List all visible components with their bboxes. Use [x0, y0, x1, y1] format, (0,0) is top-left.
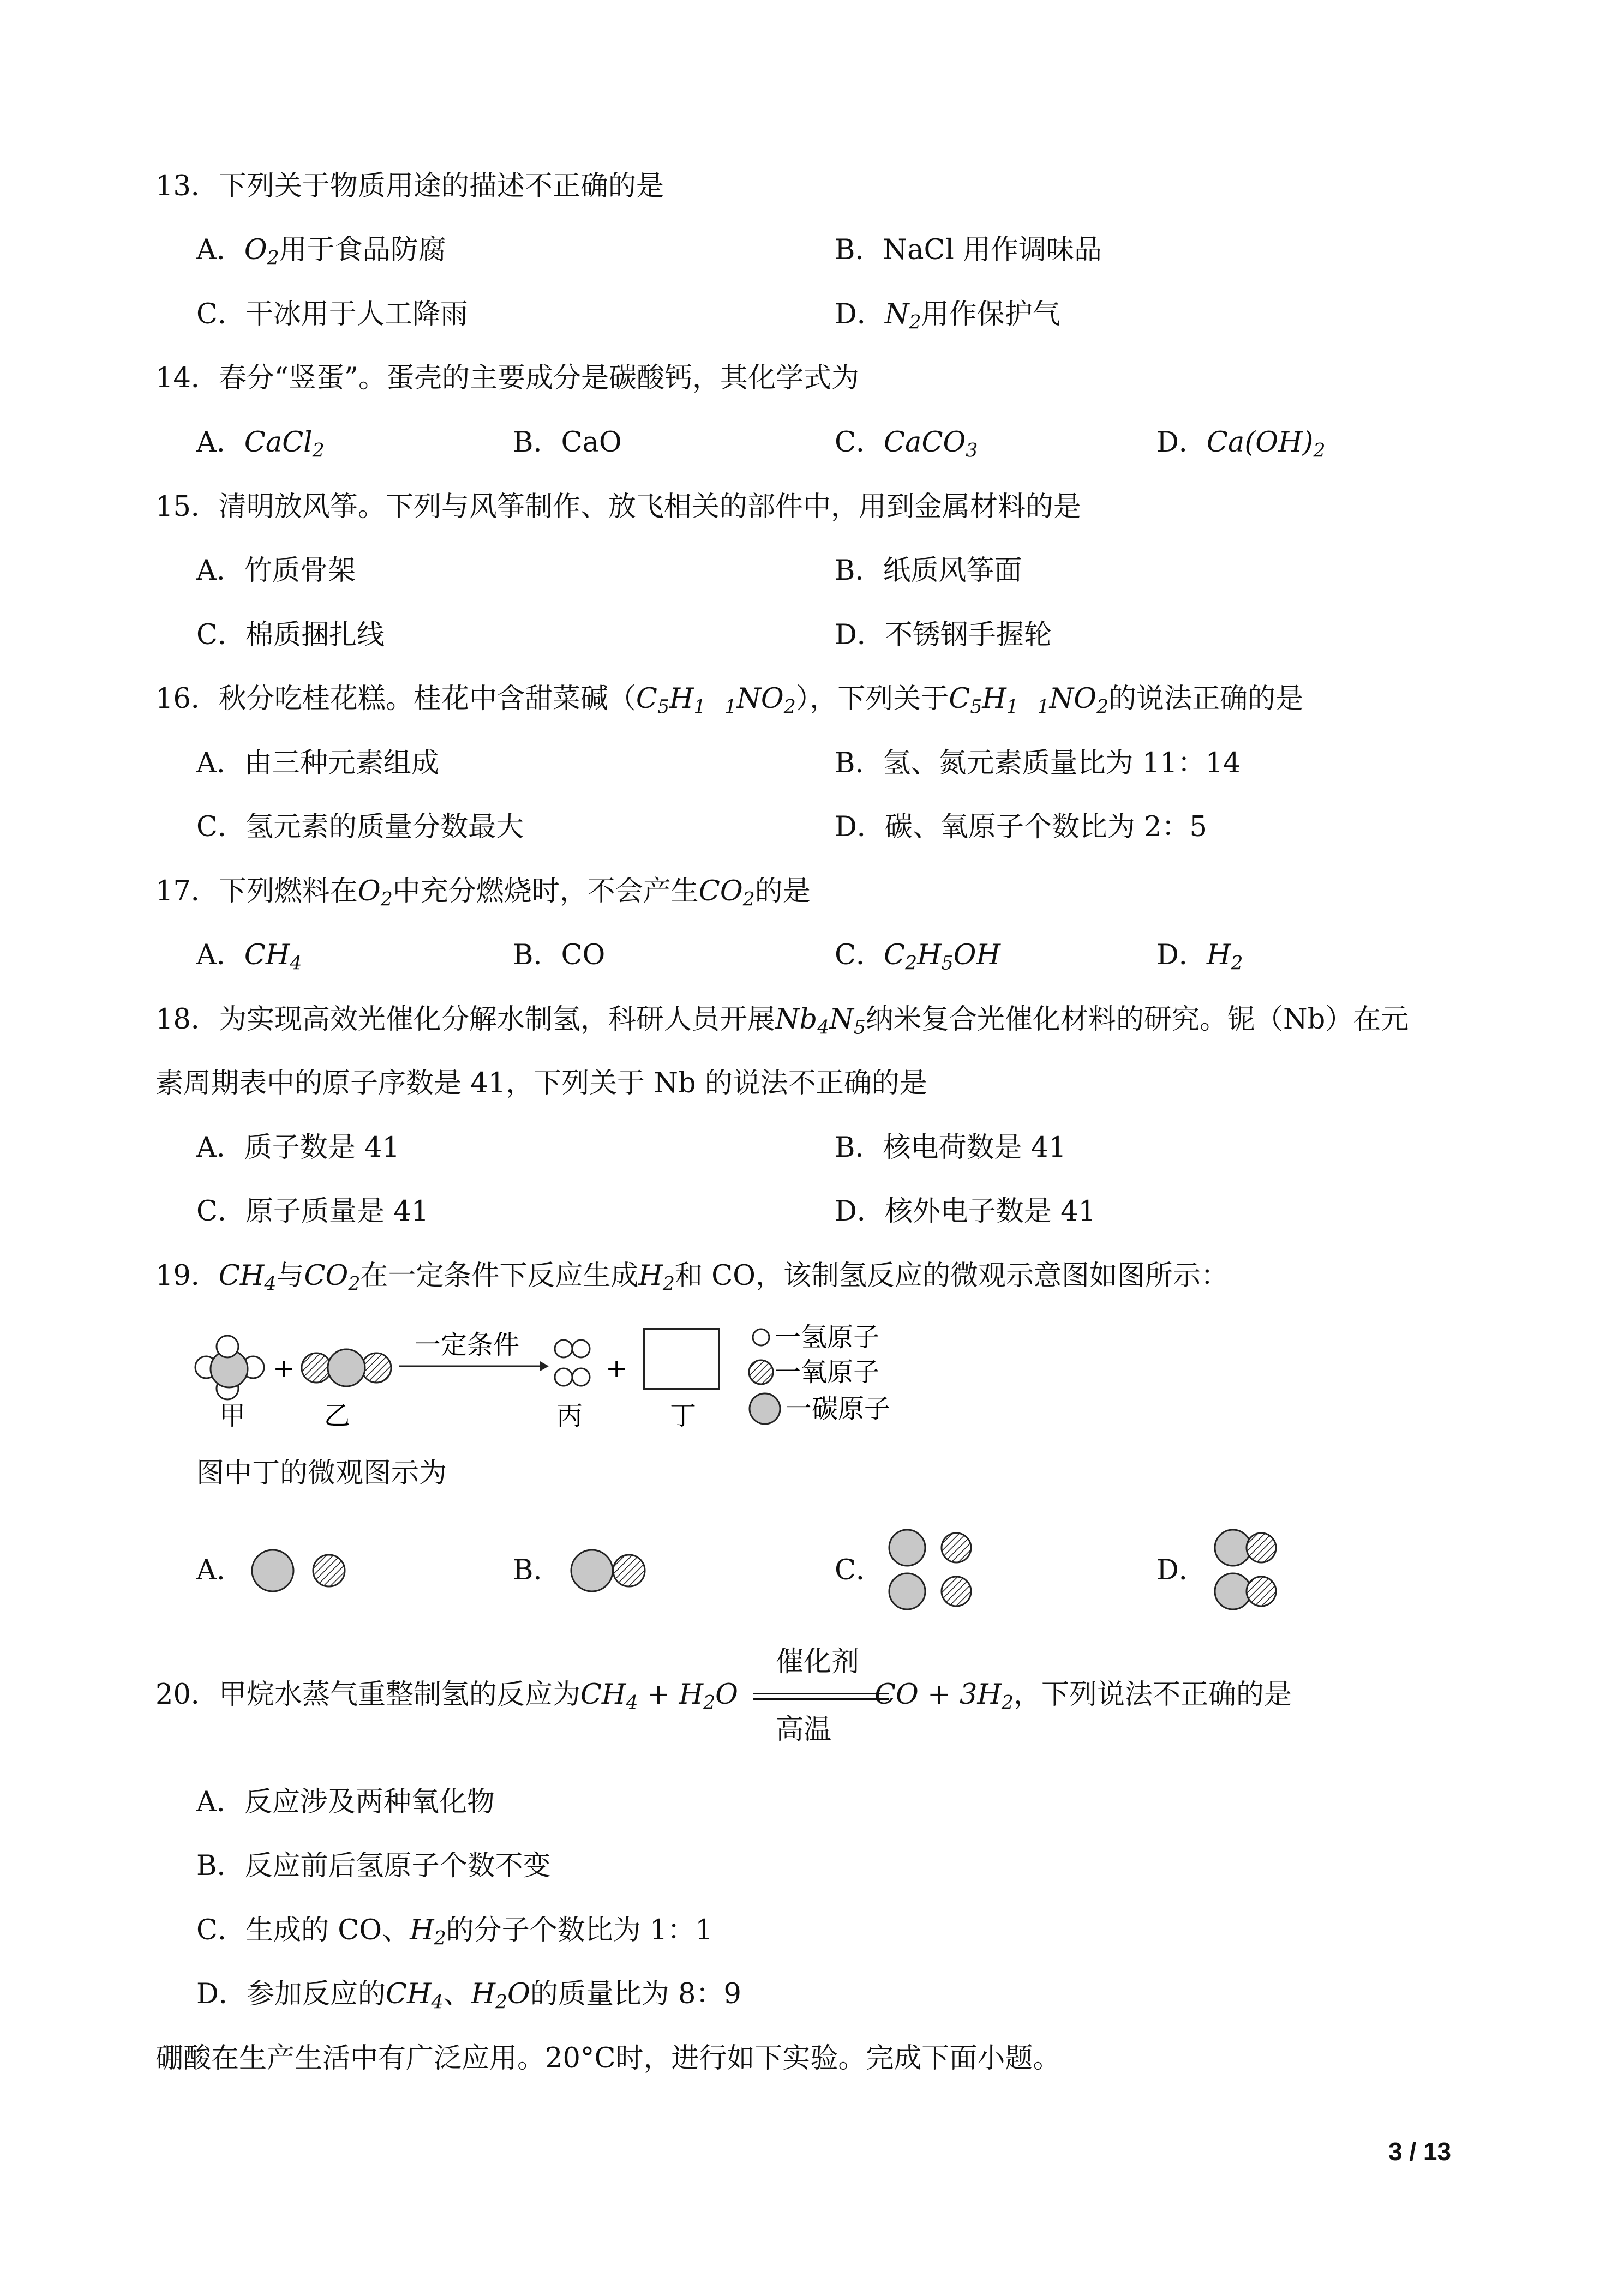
q13-stem: 13．下列关于物质用途的描述不正确的是	[155, 170, 664, 202]
q14-option-a: A．CaCl$_2$	[196, 426, 325, 462]
svg-text:一碳原子: 一碳原子	[786, 1393, 891, 1424]
q20-stem: 20．甲烷水蒸气重整制氢的反应为$CH_4 + H_2O$ CO + $3H_2$，下列说法不正确的是	[155, 1679, 1292, 1714]
q18-stem-line2: 素周期表中的原子序数是 41，下列关于 Nb 的说法不正确的是	[155, 1067, 927, 1099]
q20-temp-label: 高温	[776, 1714, 832, 1746]
q18-option-c: C．原子质量是 41	[196, 1195, 429, 1228]
q18-option-b: B．核电荷数是 41	[835, 1132, 1066, 1164]
molecule-yi-carbon-dioxide	[302, 1349, 391, 1386]
option-d-figure	[1215, 1530, 1276, 1609]
q19-stem: 19．$CH_4$与$CO_2$在一定条件下反应生成$H_2$和 CO，该制氢反应的微观示意图如图所示：	[155, 1260, 1229, 1295]
page-number: 3 / 13	[1388, 2137, 1452, 2166]
q16-stem: 16．秋分吃桂花糕。桂花中含甜菜碱$(C_5H_{1 1}NO_2)$，下列关于$C_5H_{1 1}NO_2$的说法正确的是	[155, 683, 1304, 718]
reaction-arrow	[399, 1361, 549, 1371]
q13-option-c: C．干冰用于人工降雨	[196, 298, 469, 330]
q15-option-c: C．棉质捆扎线	[196, 619, 385, 651]
q18-stem: 18．为实现高效光催化分解水制氢，科研人员开展$Nb_4N_5$纳米复合光催化材料的研究。铌（Nb）在元	[155, 1003, 1409, 1039]
label-ding: 丁	[670, 1401, 697, 1431]
q16-option-b: B．氢、氮元素质量比为 11：14	[835, 747, 1241, 779]
q19-sub-stem: 图中丁的微观图示为	[196, 1457, 447, 1489]
q13-option-b: B．NaCl 用作调味品	[835, 234, 1102, 266]
molecule-jia-methane	[195, 1336, 264, 1399]
q15-option-a: A．竹质骨架	[196, 555, 356, 587]
q20-option-d: D．参加反应的$CH_4$、$H_2O$的质量比为 8：9	[196, 1978, 741, 2013]
q20-option-a: A．反应涉及两种氧化物	[196, 1786, 495, 1818]
q13-option-a: A．$O_2$用于食品防腐	[196, 234, 446, 269]
label-yi: 乙	[324, 1401, 351, 1431]
option-a-figure	[252, 1550, 345, 1591]
q19-option-c-label: C．	[835, 1554, 884, 1586]
svg-text:一氧原子: 一氧原子	[775, 1357, 880, 1387]
q15-option-b: B．纸质风筝面	[835, 555, 1022, 587]
intro-paragraph: 硼酸在生产生活中有广泛应用。20°C时，进行如下实验。完成下面小题。	[155, 2042, 1061, 2075]
q16-option-a: A．由三种元素组成	[196, 747, 439, 779]
q17-option-d: D．$H_2$	[1156, 939, 1243, 975]
q20-option-b: B．反应前后氢原子个数不变	[196, 1850, 551, 1882]
q20-option-c: C．生成的 CO、$H_2$的分子个数比为 1：1	[196, 1914, 713, 1950]
svg-text:一氢原子: 一氢原子	[775, 1322, 880, 1353]
q17-stem: 17．下列燃料在$O_2$中充分燃烧时，不会产生$CO_2$的是	[155, 875, 811, 911]
q14-stem: 14．春分“竖蛋”。蛋壳的主要成分是碳酸钙，其化学式为	[155, 362, 860, 394]
legend	[749, 1322, 890, 1424]
option-c-figure	[889, 1530, 971, 1609]
plus-sign-1: +	[273, 1353, 295, 1384]
molecule-ding-box	[644, 1329, 719, 1389]
q18-option-a: A．质子数是 41	[196, 1132, 400, 1164]
q15-option-d: D．不锈钢手握轮	[835, 619, 1052, 651]
q14-option-b: B．CaO	[513, 426, 622, 459]
q19-option-a-label: A．	[196, 1554, 244, 1586]
q18-option-d: D．核外电子数是 41	[835, 1195, 1096, 1228]
q13-option-d: D．$N_2$用作保护气	[835, 298, 1060, 334]
q20-catalyst-label: 催化剂	[776, 1646, 860, 1678]
plus-sign-2: +	[606, 1353, 628, 1384]
option-b-figure	[571, 1550, 645, 1591]
q19-option-b-label: B．	[513, 1554, 561, 1586]
q17-option-b: B．CO	[513, 939, 606, 971]
molecule-bing-hydrogen	[555, 1340, 590, 1386]
label-bing: 丙	[556, 1401, 583, 1431]
condition-label: 一定条件	[415, 1330, 520, 1360]
q14-option-d: D．$Ca(OH)_2$	[1156, 426, 1326, 462]
q15-stem: 15．清明放风筝。下列与风筝制作、放飞相关的部件中，用到金属材料的是	[155, 491, 1081, 523]
q16-option-c: C．氢元素的质量分数最大	[196, 811, 524, 843]
q19-option-d-label: D．	[1156, 1554, 1207, 1586]
q17-option-a: A．$CH_4$	[196, 939, 302, 975]
q17-option-c: C．$C_2H_5OH$	[835, 939, 1000, 975]
q16-option-d: D．碳、氧原子个数比为 2：5	[835, 811, 1207, 843]
q14-option-c: C．CaCO$_3$	[835, 426, 978, 462]
label-jia: 甲	[219, 1401, 246, 1431]
